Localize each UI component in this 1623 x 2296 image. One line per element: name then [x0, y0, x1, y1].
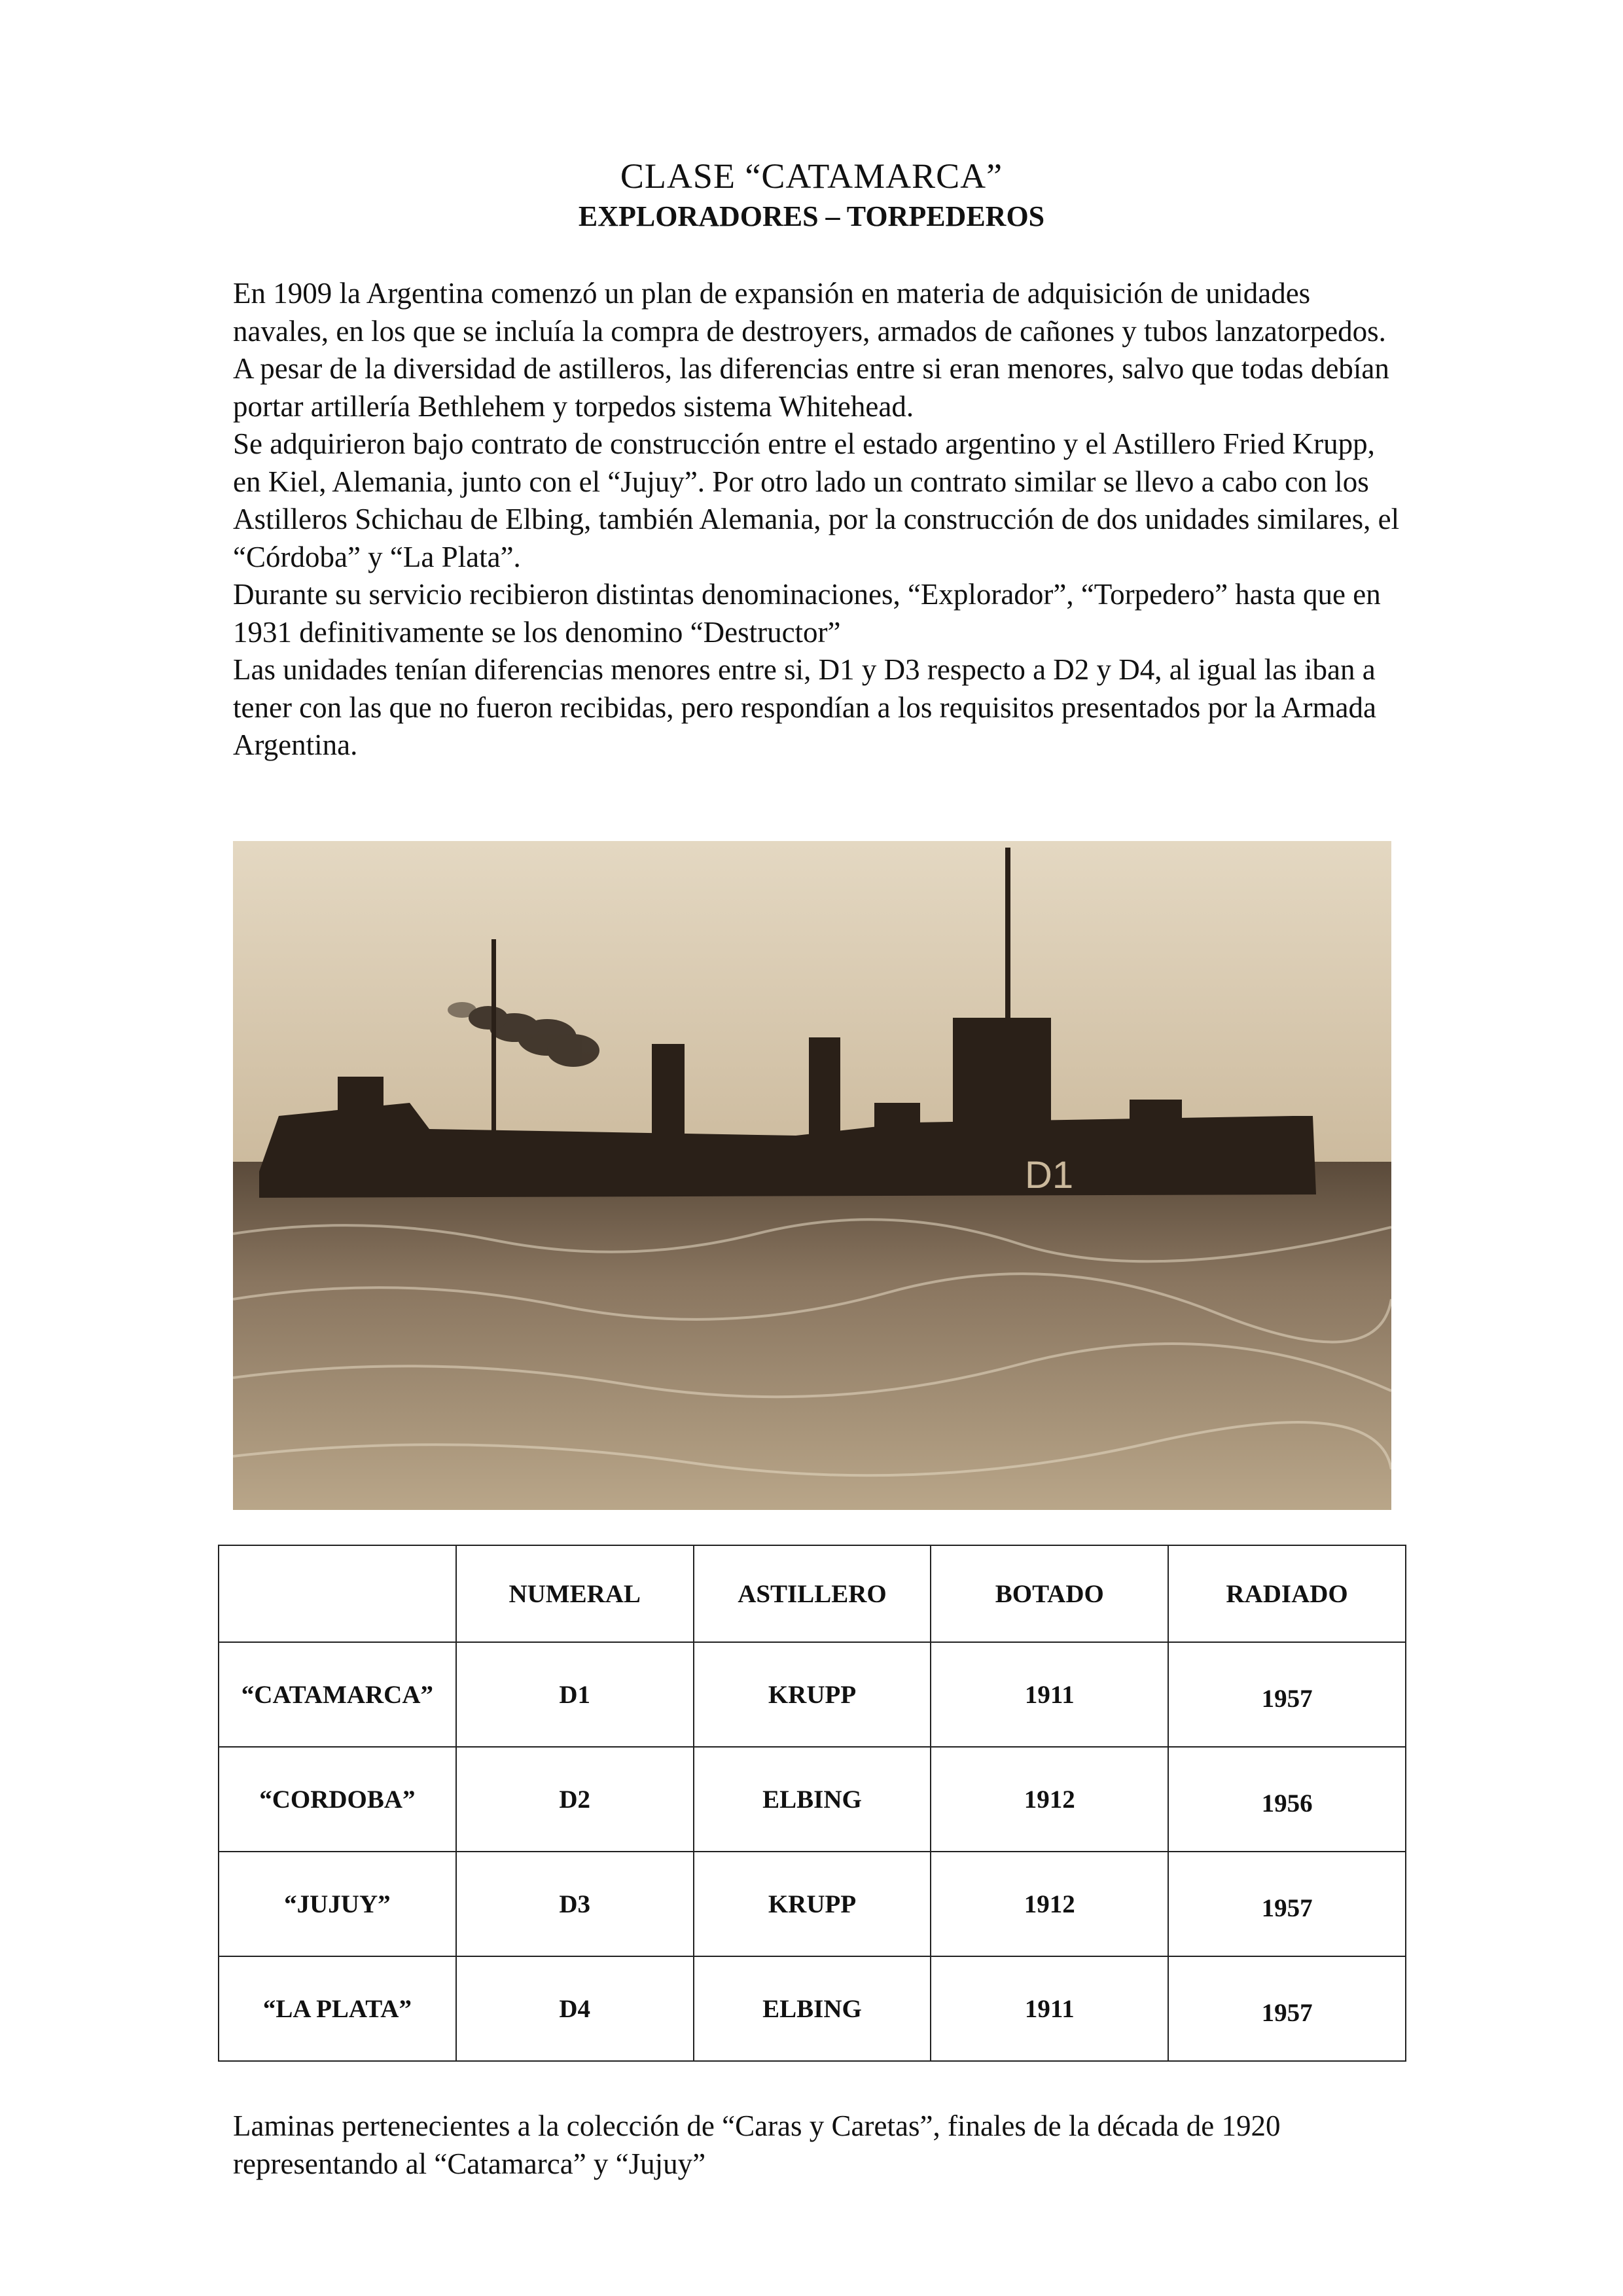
table-cell: “CORDOBA”: [219, 1747, 456, 1852]
table-header: BOTADO: [931, 1545, 1168, 1642]
table-cell: D1: [456, 1642, 694, 1747]
table-cell: D4: [456, 1956, 694, 2061]
table-cell: “CATAMARCA”: [219, 1642, 456, 1747]
table-cell: 1956: [1168, 1747, 1406, 1852]
table-cell: D3: [456, 1852, 694, 1956]
photo-caption: Laminas pertenecientes a la colección de “Caras y Caretas”, finales de la década de 1920 representando al “Catamarca” y “Jujuy”: [233, 2109, 1281, 2180]
hull-number: D1: [1025, 1154, 1074, 1196]
table-cell: 1957: [1168, 1956, 1406, 2061]
table-header: [219, 1545, 456, 1642]
ship-photo: [233, 841, 1391, 1510]
table-cell: “JUJUY”: [219, 1852, 456, 1956]
fore-mast: [1005, 848, 1010, 1037]
table-cell: 1911: [931, 1642, 1168, 1747]
table-header: NUMERAL: [456, 1545, 694, 1642]
table-cell: KRUPP: [694, 1852, 931, 1956]
page-title: CLASE “CATAMARCA”: [620, 156, 1003, 196]
table-cell: 1911: [931, 1956, 1168, 2061]
table-row: [219, 1747, 1406, 1852]
paragraph: Durante su servicio recibieron distintas denominaciones, “Explorador”, “Torpedero” hasta que en 1931 definitivamente se los denomino “Destructor”: [233, 578, 1381, 649]
table-cell: 1912: [931, 1747, 1168, 1852]
sea: [233, 1162, 1391, 1510]
table-cell: 1912: [931, 1852, 1168, 1956]
table-row: [219, 1956, 1406, 2061]
table-row: [219, 1642, 1406, 1747]
table-cell: 1957: [1168, 1642, 1406, 1747]
table-cell: KRUPP: [694, 1642, 931, 1747]
table-header: ASTILLERO: [694, 1545, 931, 1642]
page-subtitle: EXPLORADORES – TORPEDEROS: [578, 200, 1045, 232]
paragraph: En 1909 la Argentina comenzó un plan de expansión en materia de adquisición de unidades navales, en los que se incluía la compra de destroyers, armados de cañones y tubos lanzatorpedos. A pesar de la diversidad de astilleros, las diferencias entre si eran menores, salvo que todas debían portar artillería Bethlehem y torpedos sistema Whitehead.: [233, 277, 1389, 423]
table-header-row: [219, 1545, 1406, 1642]
paragraph: Las unidades tenían diferencias menores entre si, D1 y D3 respecto a D2 y D4, al igual las iban a tener con las que no fueron recibidas, pero respondían a los requisitos presentados por la Armada Argentina.: [233, 653, 1376, 761]
main-mast: [491, 939, 496, 1155]
table-header: RADIADO: [1168, 1545, 1406, 1642]
ship-photo-illustration: [233, 841, 1391, 1510]
table-row: [219, 1852, 1406, 1956]
table-cell: ELBING: [694, 1747, 931, 1852]
body-text: [233, 275, 1404, 764]
table-cell: 1957: [1168, 1852, 1406, 1956]
table-cell: ELBING: [694, 1956, 931, 2061]
ships-table: [218, 1545, 1406, 2062]
table-cell: “LA PLATA”: [219, 1956, 456, 2061]
paragraph: Se adquirieron bajo contrato de construcción entre el estado argentino y el Astillero Fried Krupp, en Kiel, Alemania, junto con el “Jujuy”. Por otro lado un contrato similar se llevo a cabo con los Astilleros Schichau de Elbing, también Alemania, por la construcción de dos unidades similares, el “Córdoba” y “La Plata”.: [233, 427, 1400, 573]
table-cell: D2: [456, 1747, 694, 1852]
